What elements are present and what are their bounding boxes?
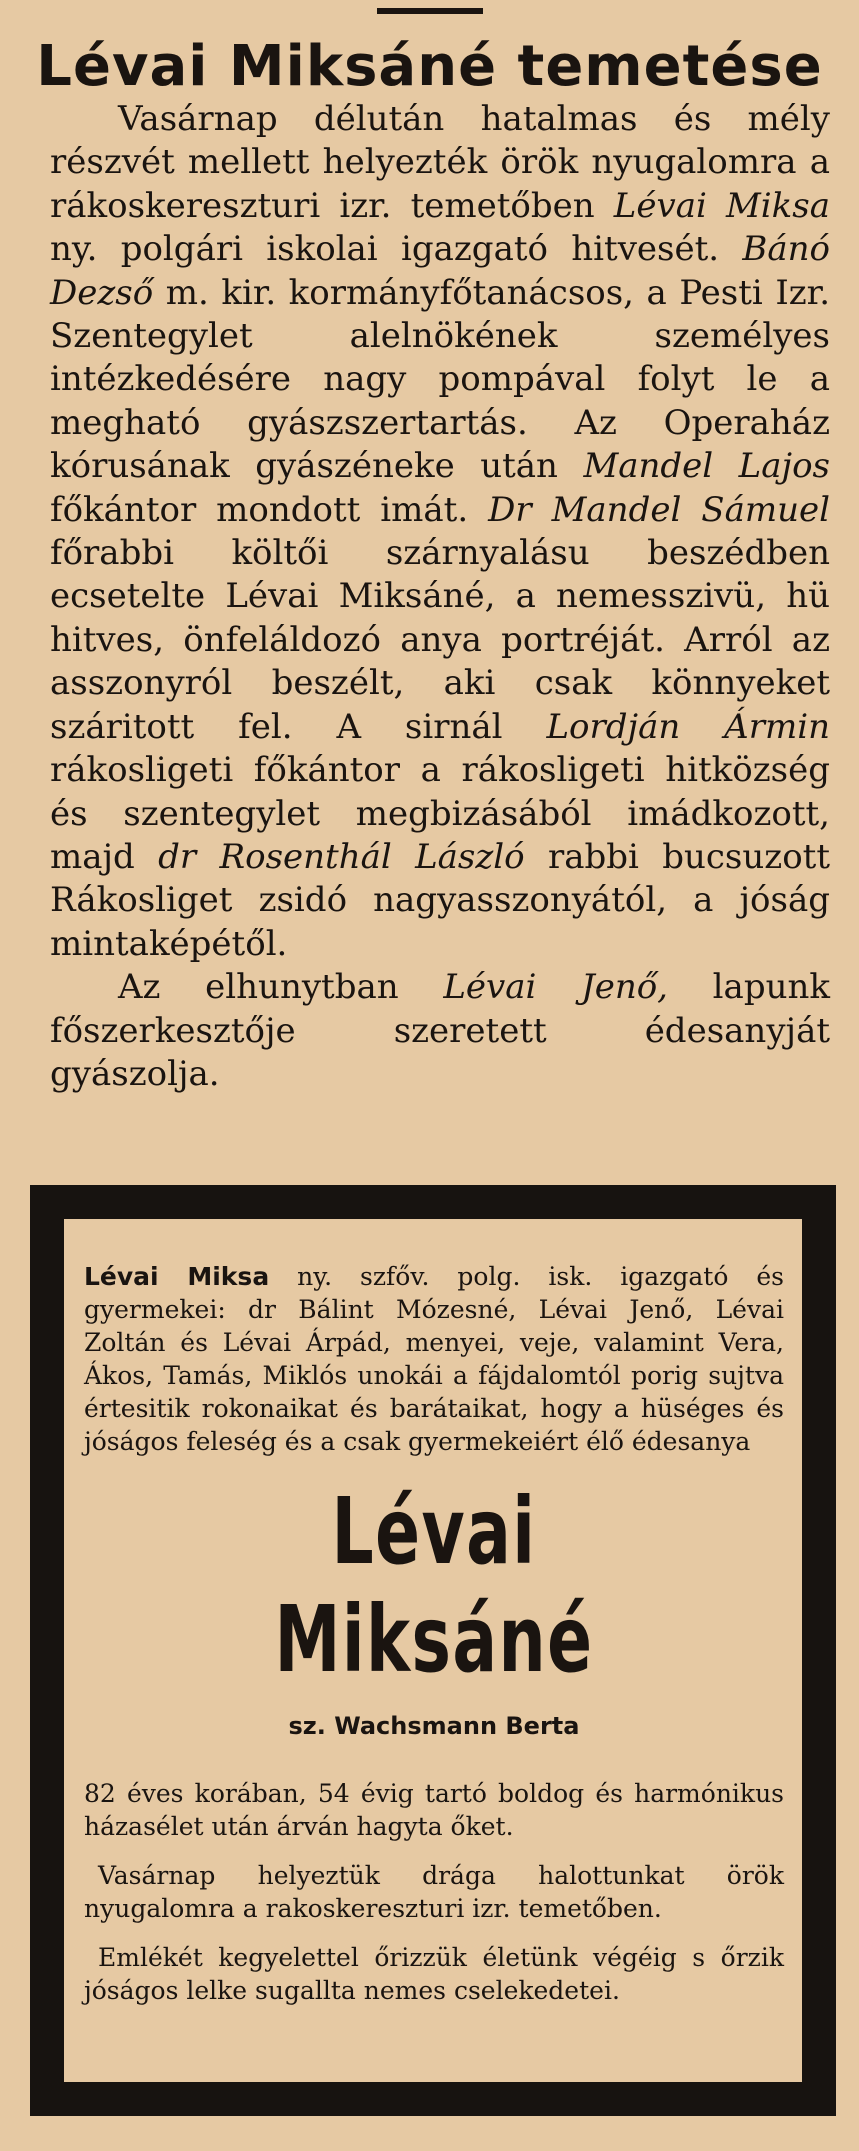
notice-age-text: 82 éves korában, 54 évig tartó boldog és harmónikus házasélet után árván hagyta őket. <box>84 1779 784 1841</box>
article-paragraph-1: Vasárnap délután hatalmas és mély részvét mellett helyezték örök nyugalomra a rákoskereszturi izr. temetőben Lévai Miksa ny. polgári iskolai igazgató hitvesét. Bánó Dezső m. kir. kormányfőtanácsos, a Pesti Izr. Szentegylet alelnökének személyes intézkedésére nagy pompával folyt le a megható gyászszertartás. Az Operaház kórusának gyászéneke után Mandel Lajos főkántor mondott imát. Dr Mandel Sámuel főrabbi költői szárnyalásu beszédben ecsetelte Lévai Miksáné, a nemesszivü, hü hitves, önfeláldozó anya portréját. Arról az asszonyról beszélt, aki csak könnyeket száritott fel. A sirnál Lordján Ármin rákosligeti főkántor a rákosligeti hitközség és szentegylet megbizásából imádkozott, majd dr Rosenthál László rabbi bucsuzott Rákosliget zsidó nagyasszonyától, a jóság mintaképétől. <box>50 99 830 964</box>
maiden-name: sz. Wachsmann Berta <box>288 1712 580 1740</box>
article-body <box>50 98 830 1096</box>
notice-memory-text: Emlékét kegyelettel őrizzük életünk végéig s őrzik jóságos lelke sugallta nemes cselekedetei. <box>84 1943 784 2005</box>
notice-lead-name: Lévai Miksa <box>84 1262 270 1291</box>
obituary-notice <box>84 1260 784 2007</box>
notice-burial-text: Vasárnap helyeztük drága halottunkat örök nyugalomra a rakoskereszturi izr. temetőben. <box>84 1861 784 1923</box>
notice-border-left <box>30 1219 64 2082</box>
notice-border-top <box>30 1185 836 1219</box>
article-paragraph-2: Az elhunytban Lévai Jenő, lapunk főszerkesztője szeretett édesanyját gyászolja. <box>50 967 830 1094</box>
deceased-name: Lévai Miksáné <box>274 1478 594 1693</box>
notice-border-right <box>802 1219 836 2082</box>
notice-border-bottom <box>30 2082 836 2116</box>
headline: Lévai Miksáné temetése <box>36 34 823 99</box>
notice-intro: Lévai Miksa ny. szfőv. polg. isk. igazgató és gyermekei: dr Bálint Mózesné, Lévai Jenő, Lévai Zoltán és Lévai Árpád, menyei, veje, valamint Vera, Ákos, Tamás, Miklós unokái a fájdalomtól porig sujtva értesitik rokonaikat és barátaikat, hogy a hüséges és jóságos feleség és a csak gyermekeiért élő édesanya <box>84 1262 784 1456</box>
top-rule <box>377 8 483 14</box>
